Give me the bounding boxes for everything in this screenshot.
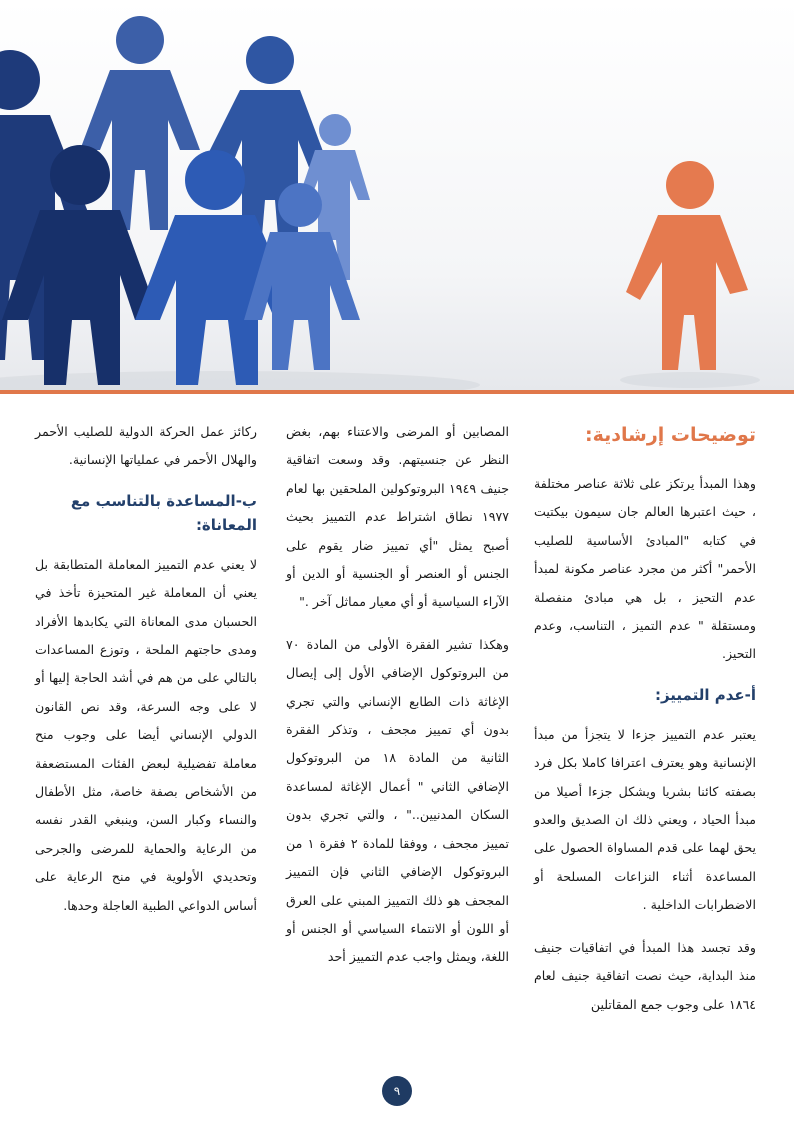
paragraph: وهكذا تشير الفقرة الأولى من المادة ٧٠ من البروتوكول الإضافي الأول إلى إيصال الإغاثة ذات الطابع الإنساني والتي تجري بدون أي تمييز مجحف ، وتذكر الفقرة الثانية من المادة ١٨ من البروتوكول الإضافي الثاني " أعمال الإغاثة لمساعدة السكان المدنيين.." ، والتي تجري بدون تمييز مجحف ، ووفقا للمادة ٢ فقرة ١ من البروتوكول الإضافي الثاني فإن التمييز المجحف هو ذلك التمييز المبني على العرق أو اللون أو الانتماء السياسي أو الجنس أو اللغة، ويمثل واجب عدم التمييز أحد [286,636,509,965]
paragraph: ركائز عمل الحركة الدولية للصليب الأحمر والهلال الأحمر في عملياتها الإنسانية. [35,424,257,468]
text-column-left [35,418,257,934]
section-heading: توضيحات إرشادية: [585,424,756,446]
paragraph: لا يعني عدم التمييز المعاملة المتطابقة بل يعني أن المعاملة غير المتحيزة تأخذ في الحسبان مدى المعاناة التي يكابدها الأفراد ومدى حاجتهم الملحة ، وتوزع المساعدات بالتالي على من هم في أشد الحاجة إليها أو لا على وجه السرعة، وقد نص القانون الدولي الإنساني أيضا على وجوب منح معاملة تفضيلية لبعض الفئات المستضعفة من الأشخاص بصفة خاصة، مثل الأطفال والنساء وكبار السن، وينبغي القدر نفسه من الرعاية والحماية للمرضى والجرحى وتحديدي الأولوية في منح الرعاية على أساس الدواعي الطبية العاجلة وحدها. [35,556,257,913]
paragraph: وقد تجسد هذا المبدأ في اتفاقيات جنيف منذ البداية، حيث نصت اتفاقية جنيف لعام ١٨٦٤ على وجوب جمع المقاتلين [534,939,756,1012]
paragraph: يعتبر عدم التمييز جزءا لا يتجزأ من مبدأ الإنسانية وهو يعترف اعترافا كاملا بكل فرد بصفته كائنا بشريا ويشكل جزءا أصيلا من مبدأ الحياد ، ويعني ذلك ان الصديق والعدو يحق لهما على قدم المساواة الحصول على المساعدة أثناء النزاعات المسلحة أو الاضطرابات الداخلية . [534,726,756,913]
paragraph: وهذا المبدأ يرتكز على ثلاثة عناصر مختلفة ، حيث اعتبرها العالم جان سيمون بيكتيت في كتابه "المبادئ الأساسية للصليب الأحمر" أكثر من مجرد عناصر مكونة لمبدأ عدم التحيز ، بل هي مبادئ منفصلة ومستقلة " عدم التميز ، التناسب، وعدم التحيز. [534,476,756,662]
accent-divider [0,390,794,394]
paper-people-chain-illustration [0,0,794,392]
orange-figure [626,161,748,370]
hero-illustration [0,0,794,392]
text-column-middle [286,418,509,986]
subsection-heading: أ-عدم التمييز: [654,685,756,704]
page-number-badge: ٩ [382,1076,412,1106]
paragraph: المصابين أو المرضى والاعتناء بهم، بغض النظر عن جنسيتهم. وقد وسعت اتفاقية جنيف ١٩٤٩ البروتوكولين الملحقين بها لعام ١٩٧٧ نطاق اشتراط عدم التمييز بحيث أصبح يمثل "أي تمييز ضار يقوم على الجنس أو العنصر أو الجنسية أو الدين أو الآراء السياسية أو أي معيار مماثل آخر ." [286,424,509,610]
subsection-heading: ب-المساعدة بالتناسب مع المعاناة: [70,491,257,534]
text-column-right [534,418,756,1033]
